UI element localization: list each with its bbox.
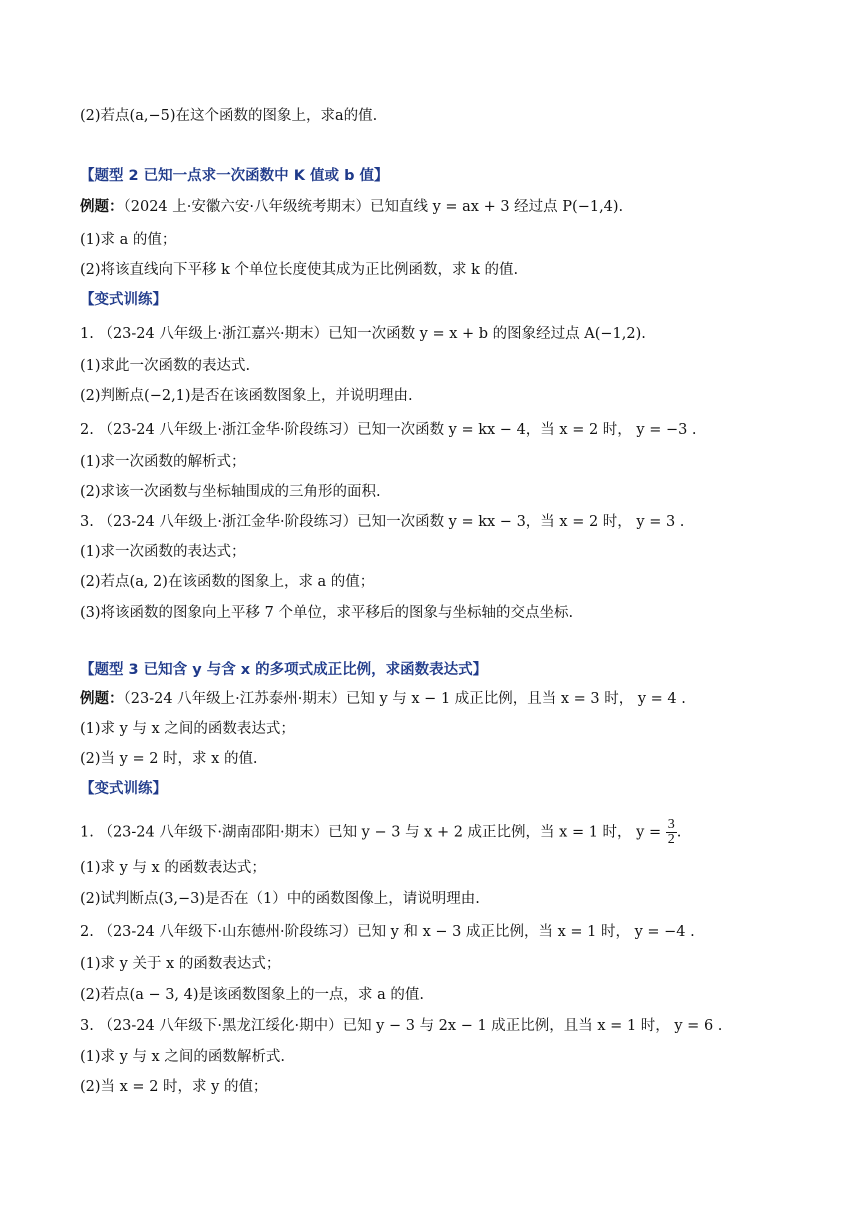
fraction-denominator: 2 bbox=[667, 832, 675, 847]
section-subheading: 【变式训练】 bbox=[80, 781, 167, 797]
period: . bbox=[676, 824, 682, 841]
problem-line: 3. （23-24 八年级上·浙江金华·阶段练习）已知一次函数 y = kx − 3，当 x = 2 时， y = 3 . bbox=[80, 514, 685, 530]
text-line: (1)求 a 的值； bbox=[80, 232, 177, 248]
text-line: (1)求 y 与 x 的函数表达式； bbox=[80, 860, 266, 876]
fraction-numerator: 3 bbox=[667, 817, 675, 832]
problem-text: 1. （23-24 八年级下·湖南邵阳·期末）已知 y − 3 与 x + 2 成正比例，当 x = 1 时， y = bbox=[80, 824, 662, 841]
problem-line bbox=[80, 818, 808, 847]
text-line: (1)求此一次函数的表达式. bbox=[80, 358, 251, 374]
example-text: （2024 上·安徽六安·八年级统考期末）已知直线 y = ax + 3 经过点 P(−1,4). bbox=[123, 199, 624, 215]
example-line bbox=[80, 197, 808, 217]
text-line: (2)将该直线向下平移 k 个单位长度使其成为正比例函数，求 k 的值. bbox=[80, 262, 519, 278]
example-line bbox=[80, 689, 808, 709]
problem-line: 1. （23-24 八年级上·浙江嘉兴·期末）已知一次函数 y = x + b 的图象经过点 A(−1,2). bbox=[80, 326, 646, 342]
text-line: (2)试判断点(3,−3)是否在（1）中的函数图像上，请说明理由. bbox=[80, 891, 480, 907]
section-heading: 【题型 3 已知含 y 与含 x 的多项式成正比例，求函数表达式】 bbox=[80, 662, 488, 678]
text-line: (1)求 y 与 x 之间的函数解析式. bbox=[80, 1049, 285, 1065]
example-label: 例题： bbox=[80, 199, 124, 215]
text-line: (1)求 y 与 x 之间的函数表达式； bbox=[80, 721, 295, 737]
problem-line: 3. （23-24 八年级下·黑龙江绥化·期中）已知 y − 3 与 2x − 1 成正比例，且当 x = 1 时， y = 6 . bbox=[80, 1018, 723, 1034]
section-subheading: 【变式训练】 bbox=[80, 292, 167, 308]
problem-line: 2. （23-24 八年级上·浙江金华·阶段练习）已知一次函数 y = kx − 4，当 x = 2 时， y = −3 . bbox=[80, 422, 697, 438]
example-text: （23-24 八年级上·江苏泰州·期末）已知 y 与 x − 1 成正比例，且当 x = 3 时， y = 4 . bbox=[123, 691, 686, 707]
text-line: (2)若点(a − 3, 4)是该函数图象上的一点，求 a 的值. bbox=[80, 987, 425, 1003]
text-line: (2)若点(a, 2)在该函数的图象上，求 a 的值； bbox=[80, 574, 375, 590]
problem-line: 2. （23-24 八年级下·山东德州·阶段练习）已知 y 和 x − 3 成正比例，当 x = 1 时， y = −4 . bbox=[80, 924, 695, 940]
text-line: (1)求一次函数的表达式； bbox=[80, 544, 246, 560]
text-line: (2)求该一次函数与坐标轴围成的三角形的面积. bbox=[80, 484, 381, 500]
text-line: (3)将该函数的图象向上平移 7 个单位，求平移后的图象与坐标轴的交点坐标. bbox=[80, 605, 574, 621]
text-line: (2)当 x = 2 时，求 y 的值； bbox=[80, 1079, 268, 1095]
example-label: 例题： bbox=[80, 691, 124, 707]
text-line: (2)若点(a,−5)在这个函数的图象上，求a的值. bbox=[80, 108, 378, 124]
fraction-three-halves bbox=[666, 818, 677, 847]
text-line: (1)求一次函数的解析式； bbox=[80, 454, 246, 470]
text-line: (2)判断点(−2,1)是否在该函数图象上，并说明理由. bbox=[80, 388, 413, 404]
text-line: (1)求 y 关于 x 的函数表达式； bbox=[80, 956, 281, 972]
section-heading: 【题型 2 已知一点求一次函数中 K 值或 b 值】 bbox=[80, 168, 389, 184]
text-line: (2)当 y = 2 时，求 x 的值. bbox=[80, 751, 258, 767]
